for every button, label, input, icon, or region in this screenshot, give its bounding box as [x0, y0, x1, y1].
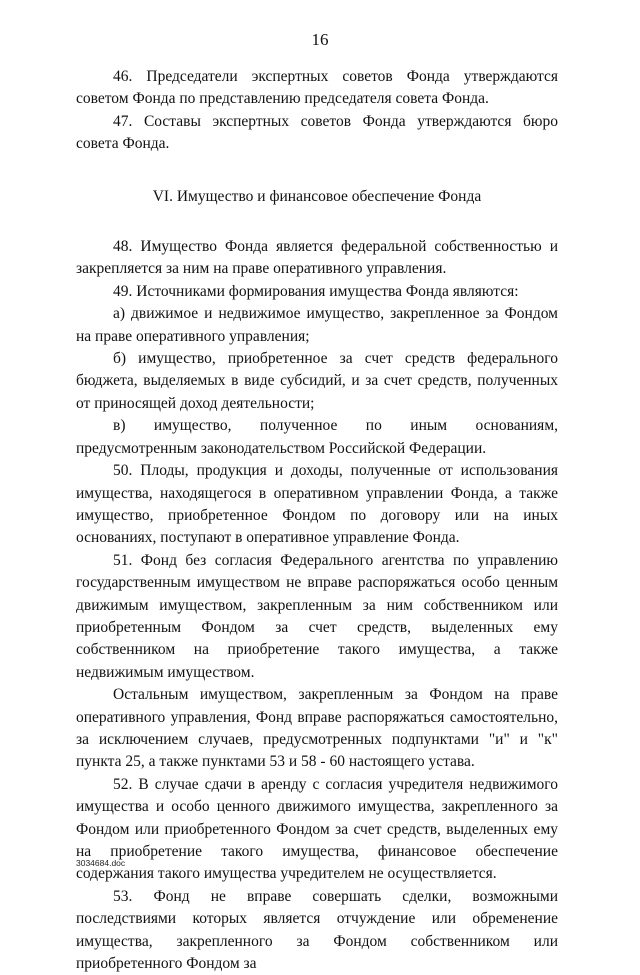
paragraph-52: 52. В случае сдачи в аренду с согласия учредителя недвижимого имущества и особо ценного движимого имущества, закрепленного за Фондом или приобретенного Фондом за счет средств, выделенных ему на приобретение такого имущества, финансовое обеспечение содержания такого имущества учредителем не осуществляется.: [76, 775, 558, 883]
paragraph-50: 50. Плоды, продукция и доходы, полученные от использования имущества, находящегося в оперативном управлении Фонда, а также имущество, приобретенное Фондом по договору или на иных основаниях, поступают в оперативное управление Фонда.: [76, 462, 558, 547]
document-body: [76, 66, 558, 975]
paragraph-47: 47. Составы экспертных советов Фонда утверждаются бюро совета Фонда.: [76, 112, 558, 153]
footer-filename: 3034684.doc: [76, 858, 126, 868]
page-number: 16: [311, 30, 329, 49]
paragraph-49: 49. Источниками формирования имущества Фонда являются:: [113, 282, 519, 300]
paragraph-51-continuation: Остальным имуществом, закрепленным за Фондом на праве оперативного управления, Фонд вправе распоряжаться самостоятельно, за исключением случаев, предусмотренных подпунктами "и" и "к" пункта 25, а также пунктами 53 и 58 - 60 настоящего устава.: [76, 686, 558, 771]
list-item-v: в) имущество, полученное по иным основаниям, предусмотренным законодательством Российской Федерации.: [76, 417, 558, 457]
list-item-a: а) движимое и недвижимое имущество, закрепленное за Фондом на праве оперативного управления;: [76, 305, 558, 345]
section-heading: VI. Имущество и финансовое обеспечение Фонда: [152, 187, 482, 205]
paragraph-48: 48. Имущество Фонда является федеральной собственностью и закрепляется за ним на праве оперативного управления.: [76, 238, 558, 278]
paragraph-46: 46. Председатели экспертных советов Фонда утверждаются советом Фонда по представлению председателя совета Фонда.: [76, 68, 558, 108]
paragraph-53: 53. Фонд не вправе совершать сделки, возможными последствиями которых является отчуждение или обременение имущества, закрепленного за Фондом собственником или приобретенного Фондом за: [76, 887, 558, 973]
list-item-b: б) имущество, приобретенное за счет средств федерального бюджета, выделяемых в виде субсидий, и за счет средств, полученных от приносящей доход деятельности;: [76, 350, 558, 412]
paragraph-51: 51. Фонд без согласия Федерального агентства по управлению государственным имуществом не вправе распоряжаться особо ценным движимым имуществом, закрепленным за ним собственником или приобретенным Фондом за счет средств, выделенных ему собственником на приобретение такого имущества, а также недвижимым имуществом.: [76, 551, 558, 681]
